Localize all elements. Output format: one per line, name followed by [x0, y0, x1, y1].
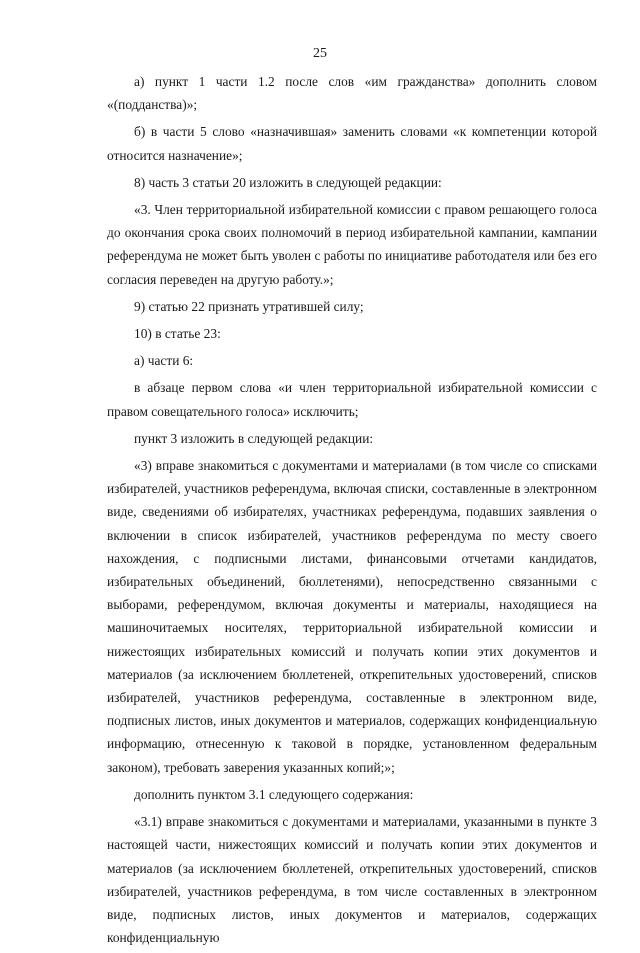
paragraph: «3) вправе знакомиться с документами и материалами (в том числе со списками избирателей, участников референдума, включая списки, составленные в электронном виде, сведениями об избирателях, участниках референдума, подавших заявления о включении в список избирателей, участников референдума по месту своего нахождения, с подписными листами, финансовыми отчетами кандидатов, избирательных объединений, бюллетенями), непосредственно связанными с выборами, референдумом, включая документы и материалы, находящиеся на машиночитаемых носителях, территориальной избирательной комиссии и нижестоящих избирательных комиссий и получать копии этих документов и материалов (за исключением бюллетеней, открепительных удостоверений, списков избирателей, участников референдума, составленные в электронном виде, подписных листов, иных документов и материалов, содержащих конфиденциальную информацию, отнесенную к таковой в порядке, установленном федеральным законом), требовать заверения указанных копий;»; [107, 458, 597, 775]
paragraph: «3.1) вправе знакомиться с документами и материалами, указанными в пункте 3 настоящей части, нижестоящих комиссий и получать копии этих документов и материалов (за исключением бюллетеней, открепительных удостоверений, списков избирателей, участников референдума, в том числе составленных в электронном виде, подписных листов, иных документов и материалов, содержащих конфиденциальную [107, 814, 597, 946]
paragraph: в абзаце первом слова «и член территориальной избирательной комиссии с правом совещательного голоса» исключить; [107, 380, 597, 419]
paragraph: а) пункт 1 части 1.2 после слов «им гражданства» дополнить словом «(подданства)»; [107, 74, 597, 113]
page-number: 25 [313, 46, 327, 61]
paragraph: б) в части 5 слово «назначившая» заменить словами «к компетенции которой относится назначение»; [107, 124, 597, 163]
paragraph: «3. Член территориальной избирательной комиссии с правом решающего голоса до окончания срока своих полномочий в период избирательной кампании, кампании референдума не может быть уволен с работы по инициативе работодателя или без его согласия переведен на другую работу.»; [107, 202, 597, 287]
paragraph: 10) в статье 23: [134, 326, 221, 342]
paragraph: дополнить пунктом 3.1 следующего содержания: [134, 786, 414, 802]
paragraph: 8) часть 3 статьи 20 изложить в следующей редакции: [134, 174, 442, 190]
paragraph: а) части 6: [134, 353, 194, 369]
paragraph: пункт 3 изложить в следующей редакции: [134, 430, 374, 446]
document-body [107, 70, 597, 953]
paragraph: 9) статью 22 признать утратившей силу; [134, 298, 364, 314]
